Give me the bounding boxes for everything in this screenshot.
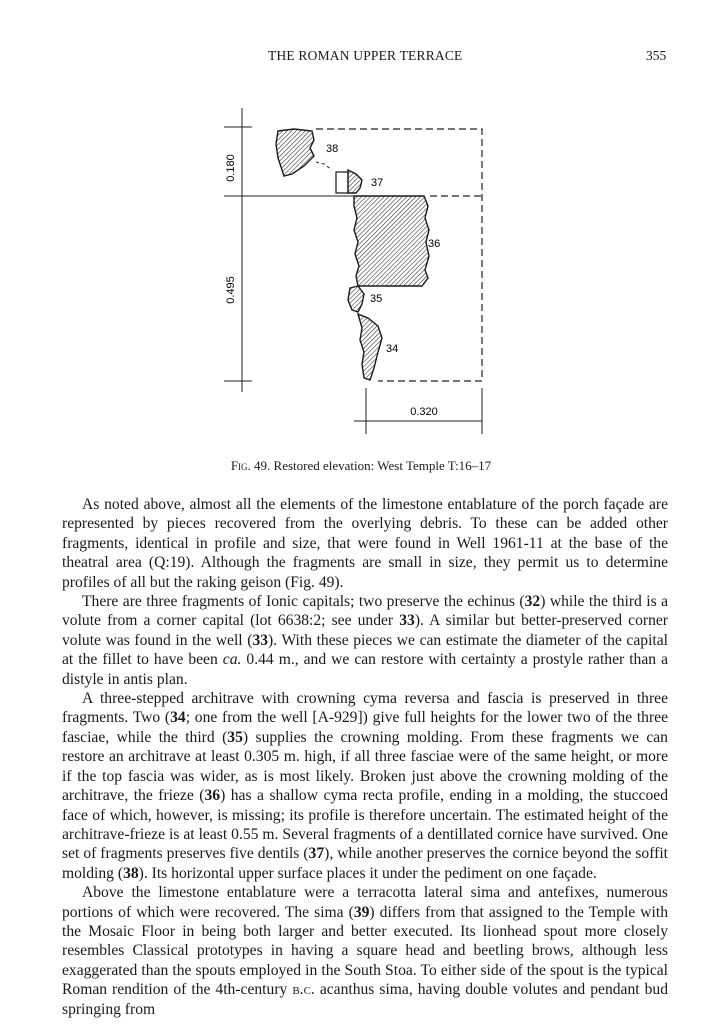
fragment-label-38: 38: [326, 143, 339, 155]
text-run: ) differs from that assigned to the Temple with the Mosaic Floor in being both larger and better executed. Its lionhead spout more closely resembles Classical prototypes in having a square head and beetling brows, although less exaggerated than the spouts employed in the South Stoa. To either side of the spout is the typical Roman rendition of the 4th-century: [62, 903, 668, 999]
catalog-ref: 35: [227, 728, 243, 746]
fragment-label-34: 34: [386, 343, 399, 355]
text-run: There are three fragments of Ionic capitals; two preserve the echinus (: [82, 593, 525, 611]
fragment-label-37: 37: [371, 177, 384, 189]
text-run: ) supplies the crowning molding. From these fragments we can restore an architrave at least 0.305 m. high, if all three fasciae were of the same height, or more if the top fascia was wider, as is most likely. Broken just above the crowning molding of the architrave, the frieze (: [62, 728, 668, 805]
dashed-connector: [316, 162, 332, 170]
paragraph-2: [62, 592, 668, 689]
page-number: 355: [646, 48, 667, 63]
text-run: 0.44 m., and we can restore with certainty a prostyle rather than a distyle in antis plan.: [62, 651, 668, 688]
text-run: ). With these pieces we can estimate the diameter of the capital at the fillet to have been: [62, 631, 668, 669]
fragment-37-box: [336, 172, 348, 193]
catalog-ref: 39: [353, 903, 370, 921]
text-run: ; one from the well [A-929]) give full heights for the lower two of the three fasciae, while the third (: [62, 709, 669, 746]
dimension-label-lower: 0.495: [225, 276, 237, 304]
text-run: A three-stepped architrave with crowning cyma reversa and fascia is preserved in three fragments. Two (: [62, 690, 668, 727]
italic-term: ca.: [222, 651, 242, 669]
paragraph-3: [62, 689, 668, 883]
text-run: ) while the third is a volute from a corner capital (lot 6638:2; see under: [62, 593, 668, 630]
text-run: ). A similar but better-preserved corner volute was found in the well (: [62, 612, 668, 649]
fragment-label-36: 36: [428, 238, 441, 250]
text-run: ), while another preserves the cornice beyond the soffit molding (: [62, 845, 669, 882]
paragraph-4: [62, 883, 668, 1019]
era-abbreviation: b.c.: [292, 981, 315, 999]
caption-text: Restored elevation: West Temple T:16–17: [273, 458, 492, 473]
fragment-34: [358, 314, 382, 380]
fragment-37: [348, 170, 362, 193]
text-run: Above the limestone entablature were a terracotta lateral sima and antefixes, numerous portions of which were recovered. The sima (: [62, 884, 668, 921]
catalog-ref: 38: [123, 864, 139, 882]
figure-caption: [0, 458, 722, 474]
paragraph-1: As noted above, almost all the elements of the limestone entablature of the porch façade are represented by pieces recovered from the overlying debris. To these can be added other fragments, identical in profile and size, that were found in Well 1961-11 at the base of the theatral area (Q:19). Although the fragments are small in size, they permit us to determine profiles of all but the raking geison (Fig. 49).: [62, 496, 668, 591]
text-run: ). Its horizontal upper surface places it under the pediment on one façade.: [138, 864, 597, 882]
dimension-label-width: 0.320: [410, 406, 438, 418]
figure-restored-elevation: [218, 100, 508, 445]
fragment-38: [276, 129, 314, 176]
catalog-ref: 32: [524, 593, 541, 611]
running-title: THE ROMAN UPPER TERRACE: [268, 48, 463, 63]
running-head: [0, 48, 722, 68]
text-run: ) has a shallow cyma recta profile, ending in a molding, the stuccoed face of which, however, is missing; its profile is therefore uncertain. The estimated height of the architrave-frieze is at least 0.55 m. Several fragments of a dentillated cornice have survived. One set of fragments preserves five dentils (: [62, 787, 668, 863]
catalog-ref: 33: [252, 631, 269, 649]
catalog-ref: 33: [399, 612, 415, 630]
catalog-ref: 37: [308, 845, 325, 863]
caption-label: Fig. 49.: [230, 458, 271, 473]
text-run: acanthus sima, having double volutes and pendant bud springing from: [62, 981, 668, 1018]
dimension-label-upper: 0.180: [225, 154, 237, 182]
body-text: [62, 495, 668, 1019]
fragment-35: [348, 286, 364, 312]
elevation-drawing: [218, 100, 508, 445]
catalog-ref: 34: [170, 709, 186, 727]
fragment-36: [354, 196, 429, 286]
catalog-ref: 36: [204, 787, 221, 805]
fragment-label-35: 35: [370, 293, 383, 305]
